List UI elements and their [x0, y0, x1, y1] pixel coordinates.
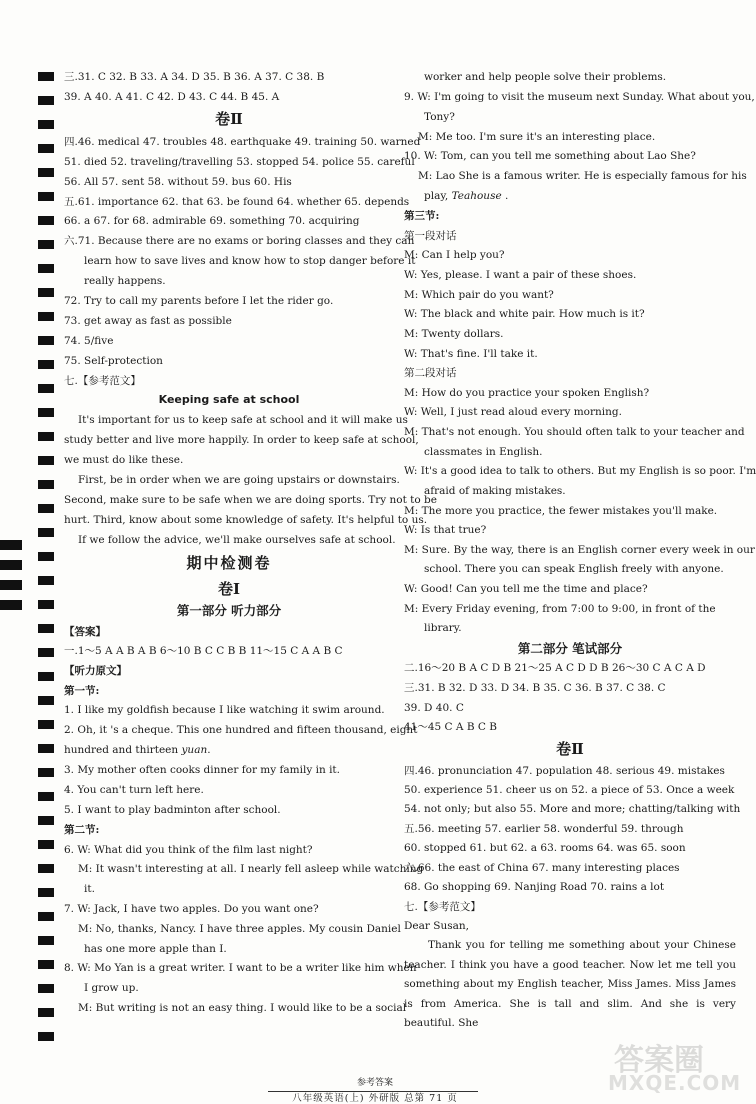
script-line: 4. You can't turn left here.	[64, 784, 204, 796]
watermark-url: MXQE.COM	[608, 1071, 742, 1095]
registration-mark	[38, 72, 54, 81]
answer-line: learn how to save lives and know how to stop danger before it	[84, 255, 416, 267]
answer-line: 60. stopped 61. but 62. a 63. rooms 64. was 65. soon	[404, 842, 686, 854]
edge-mark	[0, 560, 22, 570]
answer-line: 54. not only; but also 55. More and more; chatting/talking with	[404, 803, 741, 815]
script-line: 2. Oh, it 's a cheque. This one hundred and fifteen thousand, eight	[64, 724, 418, 736]
answer-line: 五.56. meeting 57. earlier 58. wonderful 59. through	[404, 823, 684, 835]
answer-line: 四.46. medical 47. troubles 48. earthquake 49. training 50. warned	[64, 136, 421, 148]
dialogue-line: 9. W: I'm going to visit the museum next Sunday. What about you,	[404, 91, 755, 103]
dialogue-line: 10. W: Tom, can you tell me something about Lao She?	[404, 150, 696, 162]
registration-mark	[38, 624, 54, 633]
registration-mark	[38, 864, 54, 873]
dialogue-line: M: How do you practice your spoken English?	[404, 387, 650, 399]
answer-line: 66. a 67. for 68. admirable 69. something 70. acquiring	[64, 215, 360, 227]
registration-mark	[38, 1008, 54, 1017]
script-line: 3. My mother often cooks dinner for my family in it.	[64, 764, 340, 776]
registration-mark	[38, 408, 54, 417]
edge-mark	[0, 540, 22, 550]
dialogue-line: classmates in English.	[424, 446, 543, 458]
play-title: Teahouse	[451, 190, 502, 202]
registration-mark	[38, 720, 54, 729]
essay-line: If we follow the advice, we'll make ourselves safe at school.	[78, 534, 396, 546]
registration-mark	[38, 456, 54, 465]
dialogue-text: play,	[424, 190, 449, 202]
essay-title: Keeping safe at school	[158, 393, 300, 406]
section-label: 第一节:	[64, 685, 100, 697]
dialogue-line: afraid of making mistakes.	[424, 485, 566, 497]
answer-line: 73. get away as fast as possible	[64, 315, 232, 327]
section-label: 第三节:	[404, 210, 440, 222]
script-line: 1. I like my goldfish because I like watching it swim around.	[64, 704, 385, 716]
script-line: hundred and thirteen yuan.	[64, 744, 211, 756]
dialogue-label: 第一段对话	[404, 230, 457, 242]
registration-mark	[38, 912, 54, 921]
dialogue-line: M: Lao She is a famous writer. He is especially famous for his	[418, 170, 747, 182]
registration-mark	[38, 768, 54, 777]
answer-line: really happens.	[84, 275, 166, 287]
letter-greeting: Dear Susan,	[404, 920, 469, 932]
registration-mark	[38, 336, 54, 345]
footer-label: 参考答案	[356, 1078, 393, 1088]
dialogue-line: M: Can I help you?	[404, 249, 505, 261]
registration-mark	[38, 168, 54, 177]
registration-mark	[38, 696, 54, 705]
registration-mark	[38, 528, 54, 537]
registration-mark	[38, 504, 54, 513]
registration-mark	[38, 480, 54, 489]
essay-line: hurt. Third, know about some knowledge of safety. It's helpful to us.	[64, 514, 428, 526]
dialogue-line: W: Good! Can you tell me the time and place?	[404, 583, 648, 595]
registration-mark	[38, 216, 54, 225]
answer-line: 二.16～20 B A C D B 21～25 A C D D B 26～30 C A C A D	[404, 662, 706, 674]
answer-line: 39. A 40. A 41. C 42. D 43. C 44. B 45. A	[64, 91, 280, 103]
registration-mark	[38, 576, 54, 585]
part-heading: 第二部分 笔试部分	[517, 641, 623, 656]
dialogue-line: W: The black and white pair. How much is it?	[404, 308, 645, 320]
dialogue-label: 第二段对话	[404, 367, 457, 379]
dialogue-line: W: Yes, please. I want a pair of these shoes.	[404, 269, 637, 281]
registration-mark	[38, 672, 54, 681]
answer-line: 74. 5/five	[64, 335, 114, 347]
section-label: 第二节:	[64, 824, 100, 836]
dialogue-line: W: That's fine. I'll take it.	[404, 348, 538, 360]
dialogue-line: Tony?	[424, 111, 455, 123]
essay-line: It's important for us to keep safe at school and it will make us	[78, 414, 408, 426]
dialogue-line: library.	[424, 622, 462, 634]
script-text: hundred and thirteen	[64, 744, 179, 756]
answer-line: 39. D 40. C	[404, 702, 464, 714]
answer-line: 三.31. B 32. D 33. D 34. B 35. C 36. B 37. C 38. C	[404, 682, 666, 694]
volume-heading: 卷Ⅰ	[217, 580, 241, 598]
registration-mark	[38, 816, 54, 825]
section-label: 七.【参考范文】	[64, 375, 141, 387]
edge-mark	[0, 600, 22, 610]
answer-line: 75. Self-protection	[64, 355, 163, 367]
answer-line: 50. experience 51. cheer us on 52. a piece of 53. Once a week	[404, 784, 735, 796]
volume-heading: 卷Ⅱ	[556, 740, 584, 758]
registration-mark	[38, 192, 54, 201]
registration-mark	[38, 360, 54, 369]
registration-mark	[38, 120, 54, 129]
answer-line: 56. All 57. sent 58. without 59. bus 60. His	[64, 176, 292, 188]
dialogue-line: school. There you can speak English freely with anyone.	[424, 563, 724, 575]
dialogue-line: I grow up.	[84, 982, 139, 994]
script-line: 5. I want to play badminton after school.	[64, 804, 281, 816]
edge-mark	[0, 580, 22, 590]
letter-body: Thank you for telling me something about your Chinese teacher. I think you have a good teacher. Now let me tell you something about my English teacher, Miss James. Miss James is from America. She is tall and slim. And she is very beautiful. She	[404, 939, 736, 1029]
essay-line: First, be in order when we are going upstairs or downstairs.	[78, 474, 400, 486]
registration-mark	[38, 144, 54, 153]
answer-line: 六.71. Because there are no exams or boring classes and they can	[64, 235, 415, 247]
page-number: 八年级英语(上) 外研版 总第 71 页	[292, 1093, 458, 1104]
dialogue-line: M: Sure. By the way, there is an English corner every week in our	[404, 544, 755, 556]
currency-word: yuan	[181, 744, 208, 756]
registration-mark	[38, 888, 54, 897]
answer-label: 【答案】	[64, 626, 106, 638]
dialogue-line: play, Teahouse .	[424, 190, 509, 202]
dialogue-line: W: It's a good idea to talk to others. But my English is so poor. I'm	[404, 465, 756, 477]
dialogue-line: 8. W: Mo Yan is a great writer. I want to be a writer like him when	[64, 962, 417, 974]
registration-mark	[38, 960, 54, 969]
registration-mark	[38, 240, 54, 249]
registration-mark	[38, 648, 54, 657]
dialogue-line: W: Well, I just read aloud every morning.	[404, 406, 622, 418]
essay-line: we must do like these.	[64, 454, 184, 466]
answer-line: 四.46. pronunciation 47. population 48. serious 49. mistakes	[404, 765, 725, 777]
dialogue-line: M: That's not enough. You should often talk to your teacher and	[404, 426, 745, 438]
registration-mark	[38, 792, 54, 801]
answer-line: 51. died 52. traveling/travelling 53. stopped 54. police 55. careful	[64, 156, 415, 168]
footer-divider	[268, 1091, 478, 1092]
registration-mark	[38, 384, 54, 393]
dialogue-line: 7. W: Jack, I have two apples. Do you want one?	[64, 903, 319, 915]
registration-mark	[38, 1032, 54, 1041]
answer-line: 68. Go shopping 69. Nanjing Road 70. rains a lot	[404, 881, 665, 893]
dialogue-line: M: It wasn't interesting at all. I nearly fell asleep while watching	[78, 863, 424, 875]
registration-mark	[38, 288, 54, 297]
registration-mark	[38, 264, 54, 273]
dialogue-line: worker and help people solve their problems.	[424, 71, 667, 83]
registration-mark	[38, 96, 54, 105]
registration-mark	[38, 840, 54, 849]
dialogue-line: M: Every Friday evening, from 7:00 to 9:00, in front of the	[404, 603, 716, 615]
margin-marks	[0, 0, 40, 1103]
dialogue-line: M: Which pair do you want?	[404, 289, 554, 301]
dialogue-line: M: Me too. I'm sure it's an interesting place.	[418, 131, 656, 143]
dialogue-line: it.	[84, 883, 95, 895]
dialogue-line: has one more apple than I.	[84, 943, 227, 955]
watermark-logo: 答案圈	[614, 1043, 704, 1078]
dialogue-line: W: Is that true?	[404, 524, 487, 536]
part-heading: 第一部分 听力部分	[176, 603, 282, 618]
answer-line: 六.66. the east of China 67. many interesting places	[404, 862, 680, 874]
script-label: 【听力原文】	[64, 665, 127, 677]
section-label: 七.【参考范文】	[404, 901, 481, 913]
dialogue-line: M: But writing is not an easy thing. I would like to be a social	[78, 1002, 407, 1014]
answer-line: 五.61. importance 62. that 63. be found 64. whether 65. depends	[64, 196, 410, 208]
midterm-title: 期中检测卷	[186, 554, 272, 572]
registration-mark	[38, 552, 54, 561]
registration-mark	[38, 312, 54, 321]
answer-line: 41～45 C A B C B	[404, 721, 497, 733]
dialogue-line: 6. W: What did you think of the film last night?	[64, 844, 313, 856]
answer-line: 72. Try to call my parents before I let the rider go.	[64, 295, 334, 307]
watermark	[608, 1035, 742, 1095]
volume-heading: 卷Ⅱ	[215, 110, 243, 128]
answer-line: 三.31. C 32. B 33. A 34. D 35. B 36. A 37. C 38. B	[64, 71, 325, 83]
registration-mark	[38, 744, 54, 753]
essay-line: Second, make sure to be safe when we are doing sports. Try not to be	[64, 494, 437, 506]
registration-mark	[38, 936, 54, 945]
essay-line: study better and live more happily. In order to keep safe at school,	[64, 434, 419, 446]
dialogue-line: M: The more you practice, the fewer mistakes you'll make.	[404, 505, 718, 517]
registration-mark	[38, 600, 54, 609]
registration-mark	[38, 984, 54, 993]
dialogue-line: M: Twenty dollars.	[404, 328, 504, 340]
dialogue-line: M: No, thanks, Nancy. I have three apples. My cousin Daniel	[78, 923, 401, 935]
answer-line: 一.1～5 A A B A B 6～10 B C C B B 11～15 C A A B C	[64, 645, 343, 657]
registration-mark	[38, 432, 54, 441]
